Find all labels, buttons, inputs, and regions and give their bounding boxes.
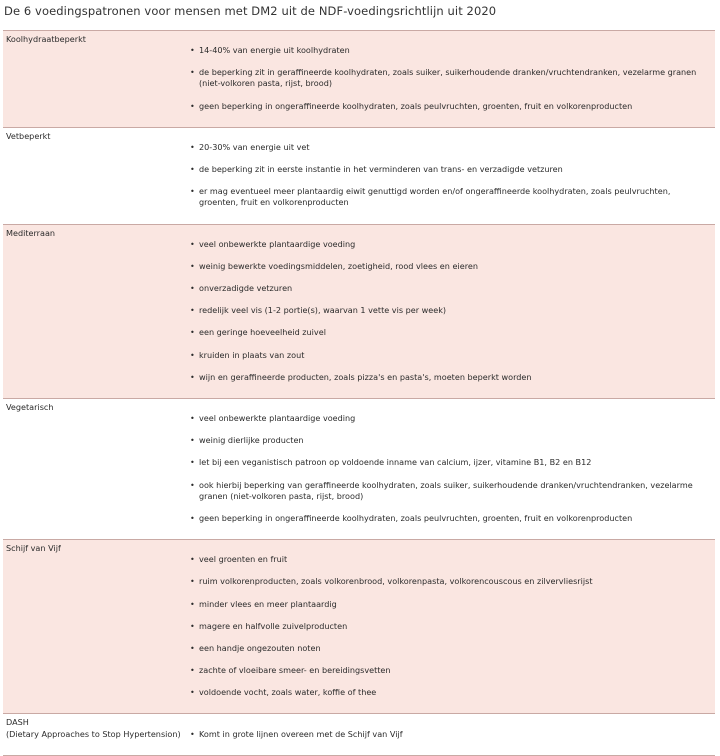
list-item: • veel onbewerkte plantaardige voeding: [189, 413, 711, 424]
list-item: • wijn en geraffineerde producten, zoals pizza's en pasta's, moeten beperkt worden: [189, 372, 711, 383]
list-item: • een handje ongezouten noten: [189, 643, 711, 654]
list-item: • 20-30% van energie uit vet: [189, 142, 711, 153]
list-item: • de beperking zit in eerste instantie in het verminderen van trans- en verzadigde vetzuren: [189, 164, 711, 175]
table-row: [3, 540, 715, 714]
diet-name: Vegetarisch: [6, 401, 54, 412]
list-item: • Komt in grote lijnen overeen met de Schijf van Vijf: [189, 729, 711, 740]
list-item: • zachte of vloeibare smeer- en bereidingsvetten: [189, 665, 711, 676]
list-item: • minder vlees en meer plantaardig: [189, 599, 711, 610]
list-item: • een geringe hoeveelheid zuivel: [189, 327, 711, 338]
diet-patterns-table: [3, 30, 715, 756]
list-item: • veel groenten en fruit: [189, 554, 711, 565]
list-item: • redelijk veel vis (1-2 portie(s), waarvan 1 vette vis per week): [189, 305, 711, 316]
diet-description: [186, 540, 715, 714]
table-row: [3, 127, 715, 224]
diet-description: [186, 127, 715, 224]
list-item: • weinig dierlijke producten: [189, 435, 711, 446]
list-item: • magere en halfvolle zuivelproducten: [189, 621, 711, 632]
list-item: • veel onbewerkte plantaardige voeding: [189, 239, 711, 250]
list-item: • 14-40% van energie uit koolhydraten: [189, 45, 711, 56]
diet-name: Schijf van Vijf: [3, 540, 186, 714]
diet-description: [186, 224, 715, 398]
list-item: • weinig bewerkte voedingsmiddelen, zoetigheid, rood vlees en eieren: [189, 261, 711, 272]
list-item: • de beperking zit in geraffineerde koolhydraten, zoals suiker, suikerhoudende dranken/vruchtendranken, vezelarme granen (niet-volkoren pasta, rijst, brood): [189, 67, 711, 89]
list-item: • ook hierbij beperking van geraffineerde koolhydraten, zoals suiker, suikerhoudende dranken/vruchtendranken, vezelarme granen (niet-volkoren pasta, rijst, brood): [189, 480, 711, 502]
list-item: • let bij een veganistisch patroon op voldoende inname van calcium, ijzer, vitamine B1, B2 en B12: [189, 457, 711, 468]
list-item: • onverzadigde vetzuren: [189, 283, 711, 294]
list-item: • geen beperking in ongeraffineerde koolhydraten, zoals peulvruchten, groenten, fruit en volkorenproducten: [189, 101, 711, 112]
diet-description: [186, 714, 715, 755]
diet-name: Mediterraan: [3, 224, 186, 398]
diet-name: Vetbeperkt: [6, 130, 51, 141]
diet-name: DASH (Dietary Approaches to Stop Hypertension): [6, 717, 181, 739]
table-row: [3, 224, 715, 398]
list-item: • er mag eventueel meer plantaardig eiwit genuttigd worden en/of ongeraffineerde koolhydraten, zoals peulvruchten, groenten, fruit en volkorenproducten: [189, 186, 711, 208]
table-row: [3, 398, 715, 539]
list-item: • voldoende vocht, zoals water, koffie of thee: [189, 687, 711, 698]
list-item: • ruim volkorenproducten, zoals volkorenbrood, volkorenpasta, volkorencouscous en zilvervliesrijst: [189, 576, 711, 587]
diet-name: Koolhydraatbeperkt: [3, 31, 186, 128]
table-row: [3, 31, 715, 128]
diet-description: [186, 31, 715, 128]
list-item: • geen beperking in ongeraffineerde koolhydraten, zoals peulvruchten, groenten, fruit en volkorenproducten: [189, 513, 711, 524]
table-row: [3, 714, 715, 755]
list-item: • kruiden in plaats van zout: [189, 350, 711, 361]
diet-description: [186, 398, 715, 539]
table-title: De 6 voedingspatronen voor mensen met DM2 uit de NDF-voedingsrichtlijn uit 2020: [4, 4, 497, 18]
